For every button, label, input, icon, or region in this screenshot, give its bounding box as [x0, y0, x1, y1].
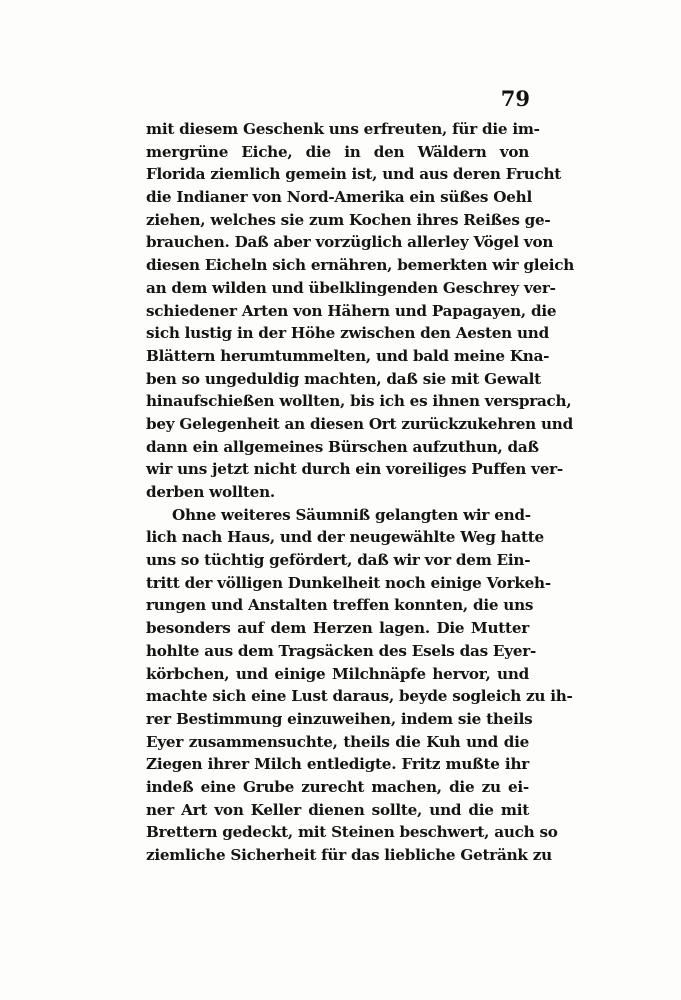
text-line: ner Art von Keller dienen sollte, und die mit	[146, 800, 529, 819]
text-line: Ziegen ihrer Milch entledigte. Fritz mußte ihr	[146, 755, 529, 774]
text-line: ziemliche Sicherheit für das liebliche Getränk zu	[146, 846, 552, 864]
text-line: körbchen, und einige Milchnäpfe hervor, und	[146, 664, 529, 683]
text-line: Ohne weiteres Säumniß gelangten wir end-	[172, 505, 531, 524]
text-line: besonders auf dem Herzen lagen. Die Mutter	[146, 619, 529, 638]
text-line: brauchen. Daß aber vorzüglich allerley Vögel von	[146, 233, 554, 252]
text-line: die Indianer von Nord-Amerika ein süßes Oehl	[146, 188, 532, 207]
text-line: ben so ungeduldig machten, daß sie mit Gewalt	[146, 369, 541, 388]
text-line: schiedener Arten von Hähern und Papagayen, die	[146, 301, 557, 320]
text-line: wir uns jetzt nicht durch ein voreiliges Puffen ver-	[146, 460, 563, 479]
text-line: hohlte aus dem Tragsäcken des Esels das Eyer-	[146, 641, 537, 660]
text-line: indeß eine Grube zurecht machen, die zu ei-	[146, 777, 529, 796]
text-line: machte sich eine Lust daraus, beyde sogleich zu ih-	[146, 687, 573, 706]
text-line: bey Gelegenheit an diesen Ort zurückzukehren und	[146, 414, 573, 433]
text-line: tritt der völligen Dunkelheit noch einige Vorkeh-	[146, 573, 551, 592]
text-line: uns so tüchtig gefördert, daß wir vor dem Ein-	[146, 551, 531, 570]
text-line: Florida ziemlich gemein ist, und aus deren Frucht	[146, 165, 562, 184]
text-line: dann ein allgemeines Bürschen aufzuthun, daß	[146, 437, 539, 456]
text-line: Brettern gedeckt, mit Steinen beschwert, auch so	[146, 823, 558, 842]
text-line: Blättern herumtummelten, und bald meine Kna-	[146, 346, 550, 365]
text-line: lich nach Haus, und der neugewählte Weg hatte	[146, 528, 544, 547]
text-line: ziehen, welches sie zum Kochen ihres Reißes ge-	[146, 210, 551, 229]
text-line: mit diesem Geschenk uns erfreuten, für die im-	[146, 120, 540, 138]
text-line: rer Bestimmung einzuweihen, indem sie theils	[146, 709, 533, 728]
text-line: hinaufschießen wollten, bis ich es ihnen versprach,	[146, 392, 572, 411]
text-line: sich lustig in der Höhe zwischen den Aesten und	[146, 324, 549, 343]
text-line: diesen Eicheln sich ernähren, bemerkten wir gleich	[146, 256, 575, 275]
text-line: an dem wilden und übelklingenden Geschrey ver-	[146, 278, 556, 297]
text-line: derben wollten.	[146, 483, 275, 501]
text-line: rungen und Anstalten treffen konnten, die uns	[146, 596, 534, 615]
text-line: mergrüne Eiche, die in den Wäldern von	[146, 142, 529, 161]
body-text	[146, 118, 575, 867]
page-number: 79	[500, 86, 530, 111]
text-line: Eyer zusammensuchte, theils die Kuh und die	[146, 732, 529, 751]
